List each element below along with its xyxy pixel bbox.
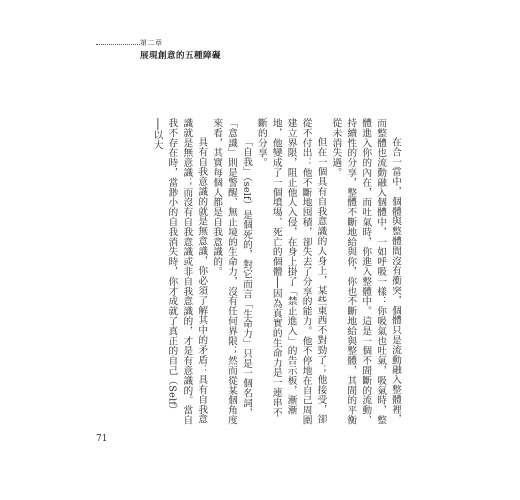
chapter-title: 展現創意的五種障礙 (140, 51, 222, 61)
body-text (149, 118, 402, 426)
paragraph-4: 具有自我意識的就是無意識，你必須了解其中的矛盾：具有自我意識就是無意識；而沒有自我意識或非自我意識的，才是有意識的。當自我不存在時，當渺小的自我消失時，你才成就了真正的自己（Self）──以大 (151, 118, 208, 425)
page-number: 71 (96, 434, 108, 444)
paragraph-2: 但在一個具有自我意識的人身上，某些東西不對勁了；他接受，卻從不付出：他不斷地囤積，卻失去了分享的能力。他不停地在自己周圍建立界限，阻止他人入侵，在身上掛了「禁止進入」的告示板，漸漸地，他變成了一個墳場、死亡的個體──因為真實的生命力是一連串不斷的分享。 (255, 118, 327, 425)
chapter-label: 第二章 (140, 39, 163, 47)
paragraph-3: 「自我」（self）是個死的，對它而言「生命力」只是一個名詞，「意識」則是警醒、無止境的生命力，沒有任何界限；然而從某個角度來看，其實每個人都是自我意識的。 (211, 118, 252, 425)
paragraph-1: 在合一當中，個體與整體間沒有衝突，個體只是流動融入整體裡，而整體也流動融入個體中，一如呼吸一樣：你吸氣也吐氣，吸氣時，整體進入你的內在，而吐氣時，你進入整體中。這是一個不間斷的流動、持續性的分享，整體不斷地給與你，你也不斷地給與整體，其間的平衡從未消失過。 (330, 118, 401, 425)
header-dotted-rule (96, 44, 140, 45)
